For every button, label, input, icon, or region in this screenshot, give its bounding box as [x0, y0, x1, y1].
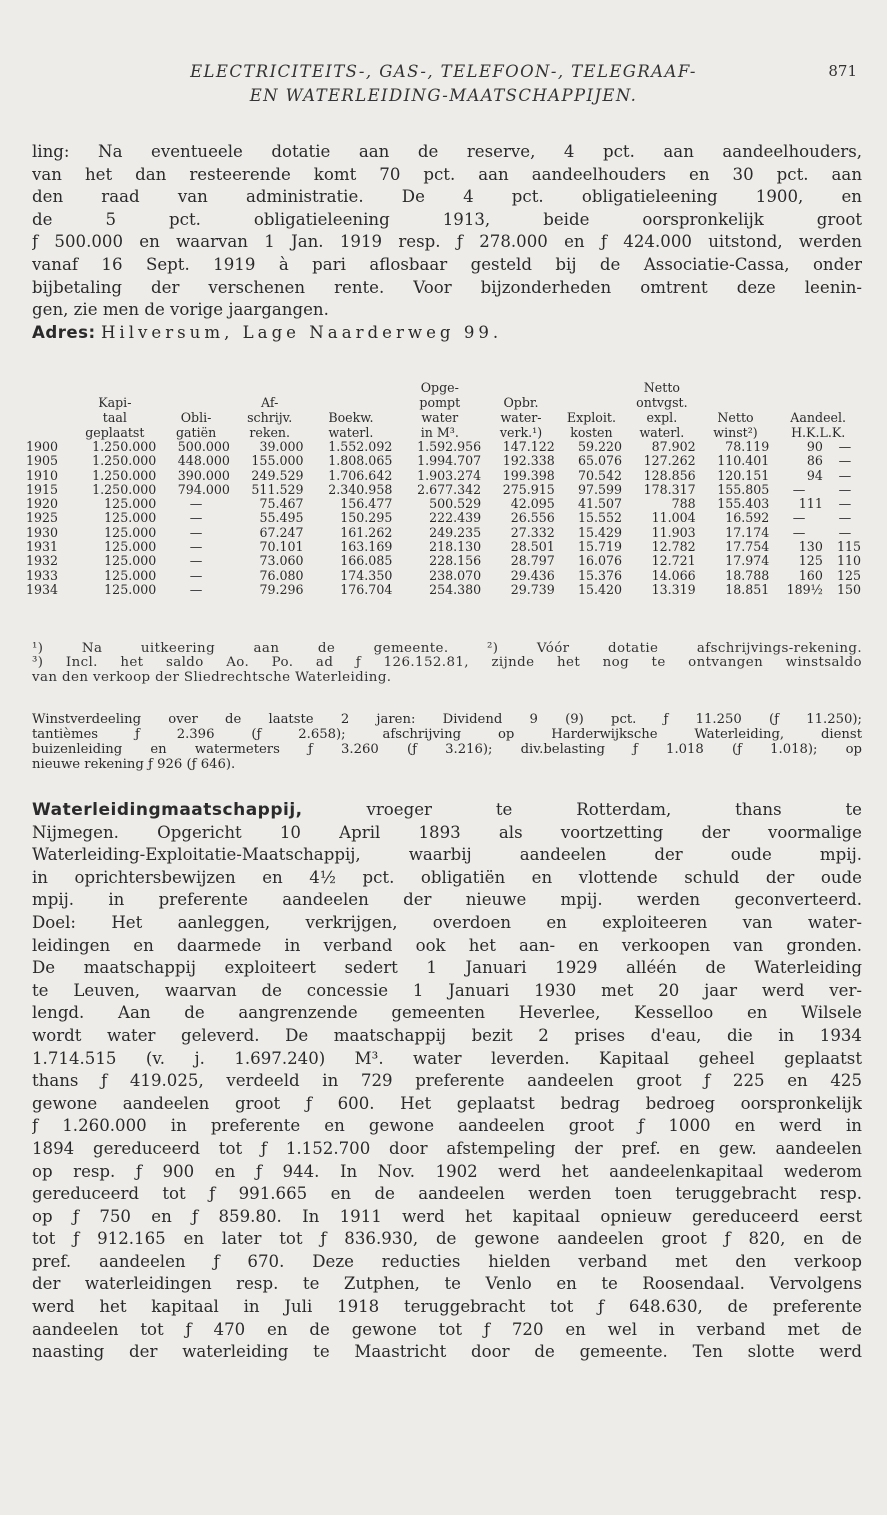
table-cell: — — [189, 496, 203, 512]
table-cell: 28.797 — [510, 553, 555, 569]
table-cell: 125.000 — [104, 581, 157, 597]
table-cell: 156.477 — [340, 496, 393, 512]
table-cell: 39.000 — [259, 439, 304, 454]
table-cell: 11.903 — [651, 524, 696, 540]
table-cell: 28.501 — [510, 539, 555, 555]
table-cell: 1.903.274 — [417, 467, 482, 483]
col-header: Opge- pompt water in M³. — [419, 380, 461, 440]
table-cell: 794.000 — [177, 481, 230, 497]
company-line: Doel: Het aanleggen, verkrijgen, overdoen en exploiteeren van water- — [32, 912, 862, 932]
company-name: Waterleidingmaatschappij, — [32, 800, 303, 820]
table-cell: 79.296 — [259, 581, 304, 597]
table-cell: 78.119 — [725, 439, 770, 454]
table-cell: 174.350 — [340, 567, 393, 583]
table-cell: 111 — [798, 496, 823, 512]
col-header: Netto winst²) — [713, 410, 758, 440]
table-cell: 127.262 — [643, 453, 696, 469]
company-line: op ƒ 750 en ƒ 859.80. In 1911 werd het kapitaal opnieuw gereduceerd eerst — [32, 1206, 862, 1226]
company-line: op resp. ƒ 900 en ƒ 944. In Nov. 1902 werd het aandeelenkapitaal wederom — [32, 1161, 862, 1181]
table-cell: 29.436 — [510, 567, 555, 583]
company-line: in oprichtersbewijzen en 4½ pct. obligatiën en vlottende schuld der oude — [32, 867, 862, 887]
intro-line: gen, zie men de vorige jaargangen. — [32, 300, 329, 320]
profit-line: tantièmes ƒ 2.396 (ƒ 2.658); afschrijving op Harderwijksche Waterleiding, dienst — [32, 727, 862, 742]
table-cell: 192.338 — [502, 453, 555, 469]
table-year-cell: 1931 — [26, 539, 59, 555]
table-cell: 59.220 — [577, 439, 623, 454]
company-line: Nijmegen. Opgericht 10 April 1893 als voortzetting der voormalige — [32, 822, 862, 842]
table-cell: 27.332 — [510, 524, 555, 540]
company-line-text: vroeger te Rotterdam, thans te — [366, 800, 862, 819]
table-cell: 110 — [836, 553, 861, 569]
table-year-cell: 1900 — [26, 439, 59, 454]
running-header-line1: ELECTRICITEITS-, GAS-, TELEFOON-, TELEGRAAF- — [190, 62, 697, 81]
footnote-line: ³) Incl. het saldo Ao. Po. ad ƒ 126.152.81, zijnde het nog te ontvangen winstsaldo — [32, 655, 862, 671]
table-cell: 1.250.000 — [92, 481, 157, 497]
table-cell: 275.915 — [502, 481, 555, 497]
intro-line: ƒ 500.000 en waarvan 1 Jan. 1919 resp. ƒ 278.000 en ƒ 424.000 uitstond, werden — [32, 232, 862, 252]
table-cell: — — [189, 510, 203, 526]
table-cell: 17.174 — [725, 524, 770, 540]
table-cell: 128.856 — [643, 467, 696, 483]
footnote-line: ¹) Na uitkeering aan de gemeente. ²) Vóór dotatie afschrijvings-rekening. — [32, 641, 862, 656]
company-line: pref. aandeelen ƒ 670. Deze reducties hielden verband met den verkoop — [32, 1251, 862, 1271]
table-cell: 110.401 — [717, 453, 770, 469]
table-cell: 1.250.000 — [92, 467, 157, 483]
table-cell: 97.599 — [577, 481, 623, 497]
table-cell: — — [838, 524, 852, 540]
table-cell: 16.592 — [725, 510, 770, 526]
table-year-cell: 1934 — [26, 581, 59, 597]
table-cell: 448.000 — [177, 453, 230, 469]
table-cell: 125 — [836, 567, 861, 583]
company-line: lengd. Aan de aangrenzende gemeenten Heverlee, Kesselloo en Wilsele — [32, 1003, 862, 1023]
col-header: Exploit. kosten — [566, 410, 616, 440]
table-footnotes — [32, 642, 862, 685]
table-cell: 55.495 — [259, 510, 304, 526]
table-year-cell: 1915 — [26, 481, 59, 497]
table-cell: 15.552 — [577, 510, 623, 526]
running-header-line2: EN WATERLEIDING-MAATSCHAPPIJEN. — [249, 86, 638, 105]
company-line: gewone aandeelen groot ƒ 600. Het geplaatst bedrag bedroeg oorspronkelijk — [32, 1093, 862, 1113]
page-number: 871 — [828, 62, 857, 80]
table-cell: 125.000 — [104, 510, 157, 526]
company-line: aandeelen tot ƒ 470 en de gewone tot ƒ 720 en wel in verband met de — [32, 1319, 862, 1339]
table-cell: 249.235 — [429, 524, 482, 540]
intro-line: bijbetaling der verschenen rente. Voor bijzonderheden omtrent deze leenin- — [32, 277, 862, 297]
table-cell: 15.719 — [577, 539, 623, 555]
col-header: Boekw. waterl. — [328, 410, 374, 440]
table-cell: 1.552.092 — [328, 439, 393, 454]
company-line: gereduceerd tot ƒ 991.665 en de aandeelen werden toen teruggebracht resp. — [32, 1184, 862, 1204]
table-cell: 1.706.642 — [328, 467, 393, 483]
table-row — [26, 554, 864, 568]
profit-distribution — [32, 712, 862, 772]
company-line: leidingen en daarmede in verband ook het aan- en verkoopen van gronden. — [32, 935, 862, 955]
table-cell: — — [838, 453, 852, 469]
table-cell: 1.994.707 — [417, 453, 482, 469]
table-cell: — — [792, 481, 806, 497]
table-cell: 94 — [806, 467, 823, 483]
company-line: 1894 gereduceerd tot ƒ 1.152.700 door afstempeling der pref. en gew. aandeelen — [32, 1138, 862, 1158]
financial-table — [26, 380, 864, 597]
intro-paragraph — [32, 141, 862, 344]
col-header: Netto ontvgst. expl. waterl. — [636, 380, 688, 440]
company-line: thans ƒ 419.025, verdeeld in 729 preferente aandeelen groot ƒ 225 en 425 — [32, 1071, 862, 1091]
company-line: ƒ 1.260.000 in preferente en gewone aandeelen groot ƒ 1000 en werd in — [32, 1116, 862, 1136]
intro-line: den raad van administratie. De 4 pct. obligatieleening 1900, en — [32, 187, 862, 207]
table-cell: 70.101 — [259, 539, 304, 555]
table-cell: 155.000 — [251, 453, 304, 469]
table-cell: — — [189, 567, 203, 583]
table-row — [26, 469, 864, 483]
table-cell: 125.000 — [104, 496, 157, 512]
company-line: De maatschappij exploiteert sedert 1 Januari 1929 alléén de Waterleiding — [32, 958, 862, 978]
table-row — [26, 511, 864, 525]
table-cell: — — [838, 496, 852, 512]
company-line: tot ƒ 912.165 en later tot ƒ 836.930, de gewone aandeelen groot ƒ 820, en de — [32, 1229, 862, 1249]
table-year-cell: 1930 — [26, 524, 59, 540]
table-cell: 41.507 — [577, 496, 623, 512]
table-cell: 1.250.000 — [92, 439, 157, 454]
table-cell: 189½ — [786, 581, 823, 597]
table-cell: 125.000 — [104, 553, 157, 569]
table-year-cell: 1925 — [26, 510, 59, 526]
table-cell: 14.066 — [651, 567, 696, 583]
table-cell: — — [838, 467, 852, 483]
table-cell: 511.529 — [251, 481, 304, 497]
table-cell: 125.000 — [104, 539, 157, 555]
intro-line: ling: Na eventueele dotatie aan de reserve, 4 pct. aan aandeelhouders, — [32, 142, 862, 161]
table-cell: — — [838, 510, 852, 526]
profit-line: Winstverdeeling over de laatste 2 jaren: Dividend 9 (9) pct. ƒ 11.250 (ƒ 11.250); — [32, 712, 862, 727]
table-cell: 11.004 — [651, 510, 696, 526]
table-row — [26, 497, 864, 511]
table-cell: 29.739 — [510, 581, 555, 597]
company-line: 1.714.515 (v. j. 1.697.240) M³. water leverden. Kapitaal geheel geplaatst — [32, 1048, 862, 1068]
table-cell: 18.851 — [725, 581, 770, 597]
table-cell: 17.754 — [725, 539, 770, 555]
table-cell: 161.262 — [340, 524, 393, 540]
table-cell: 65.076 — [577, 453, 623, 469]
table-cell: — — [792, 510, 806, 526]
company-line: der waterleidingen resp. te Zutphen, te Venlo en te Roosendaal. Vervolgens — [32, 1274, 862, 1294]
table-cell: 12.721 — [651, 553, 696, 569]
table-cell: 86 — [806, 453, 823, 469]
table-cell: 1.250.000 — [92, 453, 157, 469]
table-row — [26, 483, 864, 497]
table-cell: 125.000 — [104, 524, 157, 540]
address-line — [32, 322, 862, 345]
table-cell: — — [189, 539, 203, 555]
table-cell: 15.376 — [577, 567, 623, 583]
col-header: Af- schrijv. reken. — [247, 395, 293, 440]
table-cell: — — [838, 481, 852, 497]
table-cell: 130 — [798, 539, 823, 555]
table-year-cell: 1932 — [26, 553, 59, 569]
intro-line: de 5 pct. obligatieleening 1913, beide oorspronkelijk groot — [32, 209, 862, 229]
address-value: Hilversum, Lage Naarderweg 99. — [100, 322, 503, 342]
table-cell: 500.529 — [429, 496, 482, 512]
table-cell: 125 — [798, 553, 823, 569]
table-cell: 125.000 — [104, 567, 157, 583]
table-cell: 13.319 — [651, 581, 696, 597]
table-cell: 228.156 — [429, 553, 482, 569]
table-header-row — [26, 380, 864, 440]
col-header: Opbr. water- verk.¹) — [499, 395, 543, 440]
table-cell: 218.130 — [429, 539, 482, 555]
company-line: wordt water geleverd. De maatschappij bezit 2 prises d'eau, die in 1934 — [32, 1025, 862, 1045]
table-row — [26, 540, 864, 554]
company-line: werd het kapitaal in Juli 1918 teruggebracht tot ƒ 648.630, de preferente — [32, 1297, 862, 1317]
table-cell: — — [792, 524, 806, 540]
table-cell: 150 — [836, 581, 861, 597]
table-cell: 199.398 — [502, 467, 555, 483]
table-cell: — — [189, 553, 203, 569]
col-header: Kapi- taal geplaatst — [85, 395, 145, 440]
table-cell: 18.788 — [725, 567, 770, 583]
table-body — [26, 440, 864, 597]
table-cell: 16.076 — [577, 553, 623, 569]
table-cell: 1.808.065 — [328, 453, 393, 469]
table-cell: 155.403 — [717, 496, 770, 512]
table-cell: 73.060 — [259, 553, 304, 569]
col-header: Obli- gatiën — [175, 410, 217, 440]
table-cell: 249.529 — [251, 467, 304, 483]
profit-line: nieuwe rekening ƒ 926 (ƒ 646). — [32, 757, 236, 772]
address-label: Adres: — [32, 322, 96, 342]
table-cell: 155.805 — [717, 481, 770, 497]
table-cell: 390.000 — [177, 467, 230, 483]
company-line: te Leuven, waarvan de concessie 1 Januari 1930 met 20 jaar werd ver- — [32, 980, 862, 1000]
table-cell: 15.429 — [577, 524, 623, 540]
table-cell: 87.902 — [651, 439, 696, 454]
table-cell: 42.095 — [510, 496, 555, 512]
table-year-cell: 1933 — [26, 567, 59, 583]
table-row — [26, 454, 864, 468]
col-year — [26, 380, 70, 440]
table-cell: 254.380 — [429, 581, 482, 597]
table-cell: 67.247 — [259, 524, 304, 540]
table-cell: — — [189, 581, 203, 597]
table-cell: 120.151 — [717, 467, 770, 483]
table-cell: — — [189, 524, 203, 540]
table-cell: 150.295 — [340, 510, 393, 526]
table-cell: 17.974 — [725, 553, 770, 569]
table-cell: 222.439 — [429, 510, 482, 526]
table-cell: 163.169 — [340, 539, 393, 555]
company-line: Waterleiding-Exploitatie-Maatschappij, waarbij aandeelen der oude mpij. — [32, 845, 862, 865]
table-cell: 76.080 — [259, 567, 304, 583]
table-cell: 788 — [671, 496, 696, 512]
company-line: mpij. in preferente aandeelen der nieuwe mpij. werden geconverteerd. — [32, 890, 862, 910]
company-line: naasting der waterleiding te Maastricht door de gemeente. Ten slotte werd — [32, 1342, 862, 1362]
table-year-cell: 1920 — [26, 496, 59, 512]
table-cell: 26.556 — [510, 510, 555, 526]
col-header: Aandeel. H.K.L.K. — [790, 410, 847, 440]
table-cell: 166.085 — [340, 553, 393, 569]
table-cell: 75.467 — [259, 496, 304, 512]
table-cell: 2.340.958 — [328, 481, 393, 497]
table-cell: 2.677.342 — [417, 481, 482, 497]
table-cell: 115 — [836, 539, 861, 555]
table-row — [26, 569, 864, 583]
profit-line: buizenleiding en watermeters ƒ 3.260 (ƒ 3.216); div.belasting ƒ 1.018 (ƒ 1.018); op — [32, 742, 862, 757]
intro-line: vanaf 16 Sept. 1919 à pari aflosbaar gesteld bij de Associatie-Cassa, onder — [32, 254, 862, 274]
table-cell: — — [838, 439, 852, 454]
table-row — [26, 440, 864, 454]
table-cell: 12.782 — [651, 539, 696, 555]
table-year-cell: 1910 — [26, 467, 59, 483]
company-line — [32, 799, 862, 822]
table-cell: 500.000 — [177, 439, 230, 454]
table-cell: 1.592.956 — [417, 439, 482, 454]
table-cell: 176.704 — [340, 581, 393, 597]
table-year-cell: 1905 — [26, 453, 59, 469]
table-row — [26, 583, 864, 597]
table-cell: 15.420 — [577, 581, 623, 597]
table-cell: 160 — [798, 567, 823, 583]
table-cell: 238.070 — [429, 567, 482, 583]
table-cell: 178.317 — [643, 481, 696, 497]
intro-line: van het dan resteerende komt 70 pct. aan aandeelhouders en 30 pct. aan — [32, 164, 862, 184]
table-row — [26, 526, 864, 540]
table-cell: 90 — [806, 439, 823, 454]
footnote-line: van den verkoop der Sliedrechtsche Waterleiding. — [32, 669, 392, 685]
company-section — [32, 799, 862, 1364]
table-cell: 70.542 — [577, 467, 623, 483]
table-cell: 147.122 — [502, 439, 555, 454]
